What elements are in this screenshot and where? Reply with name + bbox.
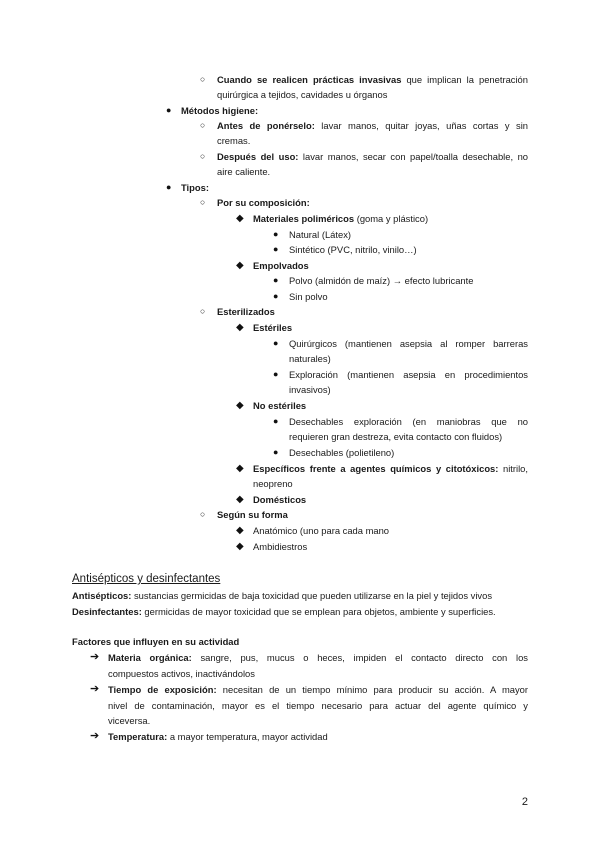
list-item-desechables-exploracion-cont: requieren gran destreza, evita contacto con fluidos) <box>289 431 503 442</box>
factor-materia-cont: compuestos activos, inactivándolos <box>108 668 255 679</box>
list-item-exploracion: Exploración (mantienen asepsia en procedimientos <box>289 369 528 380</box>
list-item-despues: Después del uso: lavar manos, secar con papel/toalla desechable, no <box>217 151 528 162</box>
page-number: 2 <box>521 796 528 808</box>
diamond-bullet: ◆ <box>236 400 244 411</box>
circle-bullet: ○ <box>200 74 206 84</box>
list-item-especificos: Específicos frente a agentes químicos y citotóxicos: nitrilo, <box>253 463 528 474</box>
disc-bullet: ● <box>273 244 279 254</box>
disc-bullet: ● <box>166 105 172 115</box>
factor-tiempo-cont2: viceversa. <box>108 715 151 726</box>
list-item-domesticos: Domésticos <box>253 494 307 505</box>
diamond-bullet: ◆ <box>236 322 244 333</box>
list-item-desechables-polietileno: Desechables (polietileno) <box>289 447 395 458</box>
list-item-empolvados: Empolvados <box>253 260 309 271</box>
list-item-quirurgicos-cont: naturales) <box>289 353 331 364</box>
list-item-despues-cont: aire caliente. <box>217 166 271 177</box>
definition-desinfectantes: Desinfectantes: germicidas de mayor toxicidad que se emplean para objetos, ambiente y superficies. <box>72 606 496 617</box>
circle-bullet: ○ <box>200 509 206 519</box>
list-item-no-esteriles: No estériles <box>253 400 307 411</box>
list-item-tipos: Tipos: <box>181 182 209 193</box>
disc-bullet: ● <box>273 229 279 239</box>
list-item-quirurgicos: Quirúrgicos (mantienen asepsia al romper barreras <box>289 338 528 349</box>
list-item-polvo: Polvo (almidón de maíz) → efecto lubricante <box>289 275 474 286</box>
list-item-cuando: Cuando se realicen prácticas invasivas que implican la penetración <box>217 74 528 85</box>
list-item-antes: Antes de ponérselo: lavar manos, quitar joyas, uñas cortas y sin <box>217 120 529 131</box>
section-heading: Antisépticos y desinfectantes <box>72 573 221 585</box>
diamond-bullet: ◆ <box>236 494 244 505</box>
item-bold: Cuando se realicen prácticas invasivas <box>217 74 402 85</box>
list-item-especificos-cont: neopreno <box>253 478 293 489</box>
disc-bullet: ● <box>273 338 279 348</box>
circle-bullet: ○ <box>200 151 206 161</box>
list-item-metodos: Métodos higiene: <box>181 105 259 116</box>
circle-bullet: ○ <box>200 306 206 316</box>
list-item-sintetico: Sintético (PVC, nitrilo, vinilo…) <box>289 244 417 255</box>
factor-tiempo: Tiempo de exposición: necesitan de un tiempo mínimo para producir su acción. A mayor <box>108 684 528 695</box>
diamond-bullet: ◆ <box>236 260 244 271</box>
list-item-segun-forma: Según su forma <box>217 509 288 520</box>
diamond-bullet: ◆ <box>236 525 244 536</box>
diamond-bullet: ◆ <box>236 463 244 474</box>
list-item-antes-cont: cremas. <box>217 135 251 146</box>
definition-antisepticos: Antisépticos: sustancias germicidas de baja toxicidad que pueden utilizarse en la piel y tejidos vivos <box>72 590 493 601</box>
list-item-desechables-exploracion: Desechables exploración (en maniobras que no <box>289 416 528 427</box>
list-item-esterilizados: Esterilizados <box>217 306 275 317</box>
factores-heading: Factores que influyen en su actividad <box>72 636 240 647</box>
diamond-bullet: ◆ <box>236 541 244 552</box>
list-item-polimericos: Materiales poliméricos (goma y plástico) <box>253 213 429 224</box>
disc-bullet: ● <box>273 416 279 426</box>
list-item-composicion: Por su composición: <box>217 197 310 208</box>
list-item-ambidiestros: Ambidiestros <box>253 541 308 552</box>
arrow-bullet: ➔ <box>90 651 100 663</box>
diamond-bullet: ◆ <box>236 213 244 224</box>
arrow-bullet: ➔ <box>90 730 100 742</box>
disc-bullet: ● <box>273 275 279 285</box>
factor-materia: Materia orgánica: sangre, pus, mucus o heces, impiden el contacto directo con los <box>108 652 528 663</box>
circle-bullet: ○ <box>200 120 206 130</box>
disc-bullet: ● <box>166 182 172 192</box>
list-item-cuando-cont: quirúrgica a tejidos, cavidades u órganos <box>217 89 388 100</box>
arrow-bullet: ➔ <box>90 683 100 695</box>
list-item-natural: Natural (Látex) <box>289 229 352 240</box>
list-item-anatomico: Anatómico (uno para cada mano <box>253 525 390 536</box>
circle-bullet: ○ <box>200 197 206 207</box>
list-item-exploracion-cont: invasivos) <box>289 384 331 395</box>
list-item-sin-polvo: Sin polvo <box>289 291 328 302</box>
disc-bullet: ● <box>273 447 279 457</box>
factor-tiempo-cont: nivel de contaminación, mayor es el tiempo necesario para actuar del agente químico y <box>108 700 528 711</box>
factor-temperatura: Temperatura: a mayor temperatura, mayor actividad <box>108 731 328 742</box>
list-item-esteriles: Estériles <box>253 322 293 333</box>
disc-bullet: ● <box>273 369 279 379</box>
disc-bullet: ● <box>273 291 279 301</box>
